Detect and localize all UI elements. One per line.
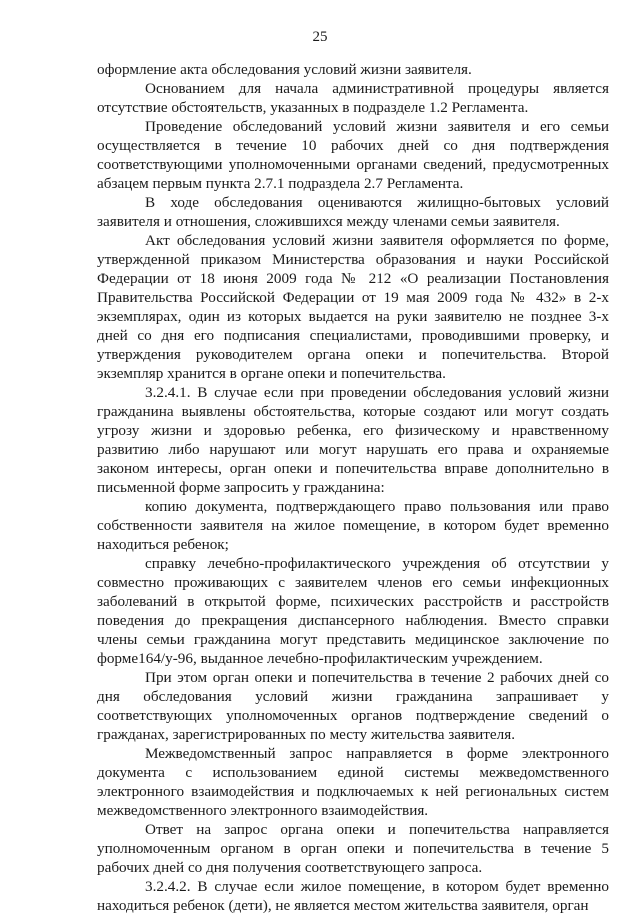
- paragraph-act: Акт обследования условий жизни заявителя оформляется по форме, утвержденной приказом Министерства образования и науки Российской Федерации от 18 июня 2009 года № 212 «О реализации Постановления Правительства Российской Федерации от 19 мая 2009 года № 432» в 2-х экземплярах, один из которых выдается на руки заявителю не позднее 3-х дней со дня его подписания специалистами, проводившими проверку, и утверждения руководителем органа опеки и попечительства. Второй экземпляр хранится в органе опеки и попечительства.: [97, 232, 609, 382]
- paragraph-evaluation: В ходе обследования оцениваются жилищно-бытовых условий заявителя и отношения, сложившихся между членами семьи заявителя.: [97, 194, 609, 230]
- document-body: [97, 60, 609, 915]
- paragraph-response: Ответ на запрос органа опеки и попечительства направляется уполномоченным органом в орган опеки и попечительства в течение 5 рабочих дней со дня получения соответствующего запроса.: [97, 821, 609, 876]
- paragraph-medical-certificate: справку лечебно-профилактического учреждения об отсутствии у совместно проживающих с заявителем членов его семьи инфекционных заболеваний в открытой форме, психических расстройств и расстройств поведения до прекращения диспансерного наблюдения. Вместо справки члены семьи гражданина могут представить медицинское заключение по форме164/у-96, выданное лечебно-профилактическим учреждением.: [97, 555, 609, 667]
- paragraph-grounds: Основанием для начала административной процедуры является отсутствие обстоятельств, указанных в подразделе 1.2 Регламента.: [97, 80, 609, 116]
- paragraph-survey-term: Проведение обследований условий жизни заявителя и его семьи осуществляется в течение 10 рабочих дней со дня подтверждения соответствующими уполномоченными органами сведений, предусмотренных абзацем первым пункта 2.7.1 подраздела 2.7 Регламента.: [97, 118, 609, 192]
- paragraph-request-term: При этом орган опеки и попечительства в течение 2 рабочих дней со дня обследования условий жизни гражданина запрашивает у соответствующих уполномоченных органов подтверждение сведений о гражданах, зарегистрированных по месту жительства заявителя.: [97, 669, 609, 743]
- paragraph-3-2-4-2: 3.2.4.2. В случае если жилое помещение, в котором будет временно находиться ребенок (дети), не является местом жительства заявителя, орган: [97, 878, 609, 914]
- paragraph-interagency-request: Межведомственный запрос направляется в форме электронного документа с использованием единой системы межведомственного электронного взаимодействия и подключаемых к ней региональных систем межведомственного электронного взаимодействия.: [97, 745, 609, 819]
- page-number: 25: [312, 29, 328, 45]
- paragraph-document-copy: копию документа, подтверждающего право пользования или право собственности заявителя на жилое помещение, в котором будет временно находиться ребенок;: [97, 498, 609, 553]
- paragraph-3-2-4-1: 3.2.4.1. В случае если при проведении обследования условий жизни гражданина выявлены обстоятельства, которые создают или могут создать угрозу жизни и здоровью ребенка, его физическому и нравственному развитию либо нарушают или могут нарушать его права и охраняемые законом интересы, орган опеки и попечительства вправе дополнительно в письменной форме запросить у гражданина:: [97, 384, 609, 496]
- paragraph-continuation: оформление акта обследования условий жизни заявителя.: [97, 61, 472, 78]
